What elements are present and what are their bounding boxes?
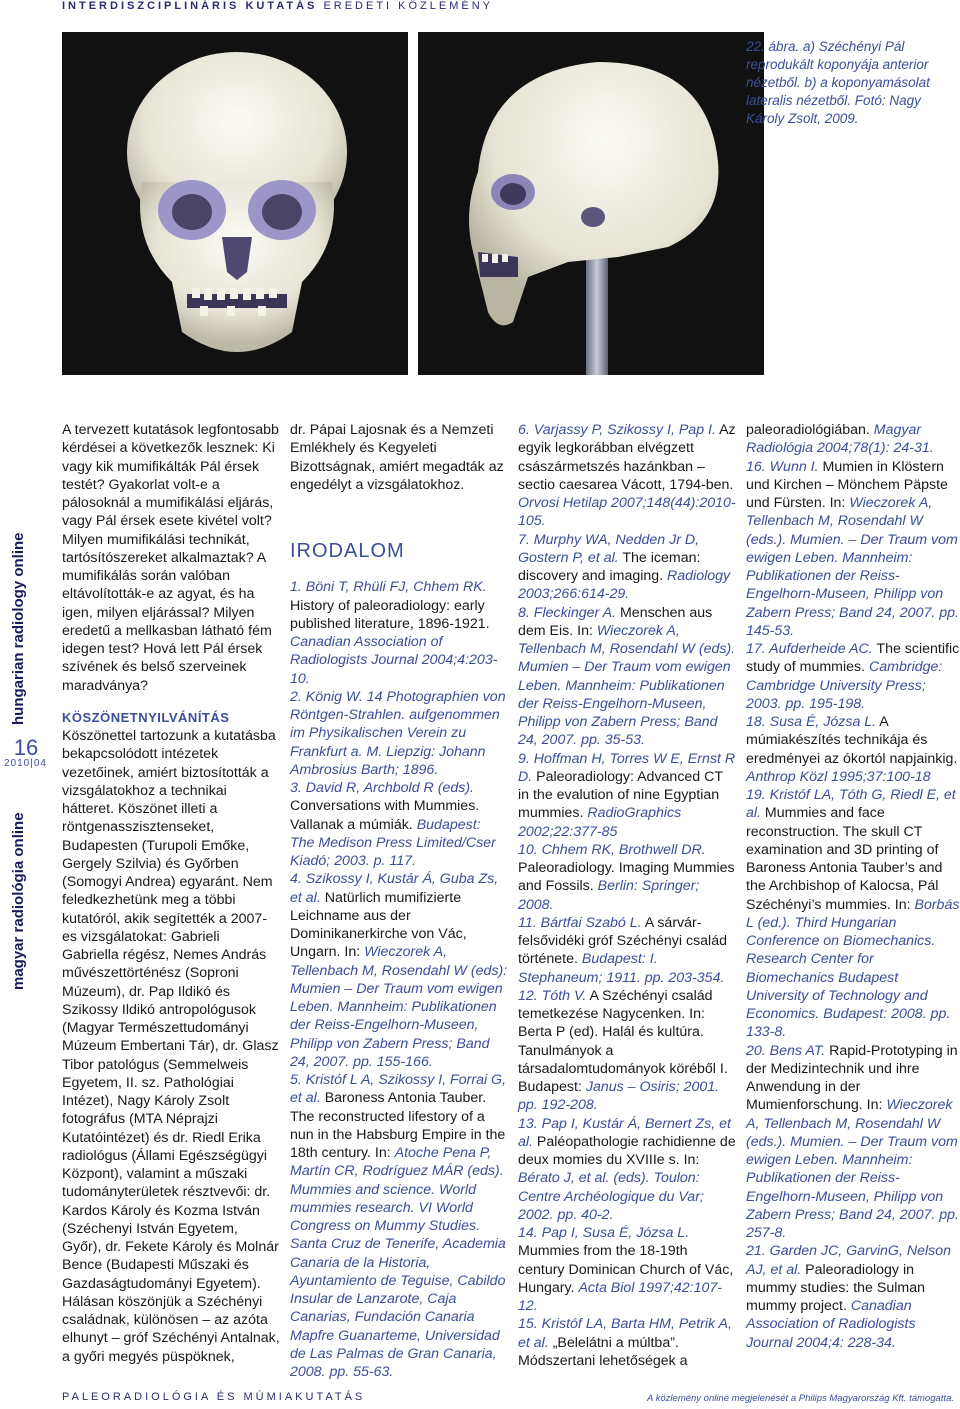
reference-item bbox=[518, 421, 736, 531]
ref-source: Acta Biol 1997;42:107-12. bbox=[518, 1279, 723, 1314]
ref-authors: 13. Pap I, Kustár Á, Bernert Zs, et al. bbox=[518, 1115, 731, 1150]
ref-authors: 18. Susa É, Józsa L. bbox=[746, 714, 877, 730]
reference-item bbox=[518, 841, 736, 914]
column-1 bbox=[62, 421, 280, 1366]
ref-source: Canadian Association of Radiologists Journal 2004;4:203-10. bbox=[290, 634, 498, 687]
ref-authors: 16. Wunn I. bbox=[746, 458, 819, 475]
acknowledgements-text: Köszönettel tartozunk a kutatásba bekapcsolódott intézetek vezetőinek, amiért biztosították a vizsgálatokhoz a technikai hátteret. Köszönet illeti a röntgenasszisztenseket, Budapesten (Turupoli Emőke, Gergely Szilvia) és Győrben (Somogyi Andrea) egyaránt. Nem feledkezhetünk meg a többi kutatóról, akik segítették a 2007-es vizsgálatokat: Gabrieli Gabriella régész, Nemes András művészettörténész (Soproni Múzeum), dr. Pap Ildikó és Szikossy Ildikó antropológusok (Magyar Természettudományi Múzeum Embertani Tár), dr. Glasz Tibor patológus (Semmelweis Egyetem, II. sz. Pathológiai Intézet), Nagy Károly Zsolt fotográfus (MTA Néprajzi Kutatóintézet) és dr. Riedl Erika radiológus (Állami Egészségügyi Központ), valamint a műszaki tudományterületek résztvevői: dr. Kardos Károly és Kozma István (Széchenyi István Egyetem, Győr), dr. Fekete Károly és Molnár Bence (Budapesti Műszaki és Gazdaságtudományi Egyetem). Hálásan köszönjük a Széchényi családnak, különösen – az azóta elhunyt – gróf Széchényi Antalnak, a győri megyés püspöknek, bbox=[62, 728, 280, 1365]
ref-source: Wieczorek A, Tellenbach M, Rosendahl W (eds.). Mumien. – Der Traum vom ewigen Leben. Mannheim: Publikationen der Reiss-Engelhorn-Museen, Philipp von Zabern Press; Band 24, 2007. pp. 257-8. bbox=[746, 1097, 959, 1241]
ref-authors: 9. Hoffman H, Torres W E, Ernst R D. bbox=[518, 750, 736, 785]
ref-title: A múmiakészítés technikája és eredményei az ókortól napjainkig. bbox=[746, 714, 958, 767]
ref-source: Wieczorek A, Tellenbach M, Rosendahl W (eds.). Mumien. – Der Traum vom ewigen Leben. Mannheim: Publikationen der Reiss-Engelhorn-Museen, Philipp von Zabern Press; Band 24, 2007. pp. 145-53. bbox=[746, 495, 959, 639]
ref-authors: 2. König W. 14 Photographien von Röntgen-Strahlen. aufgenommen im Physikalischen Verein zu Frankfurt a. M. Liepzig: Johann Ambrosius Barth; 1896. bbox=[290, 688, 506, 778]
ref-source: Janus – Osiris; 2001. pp. 192-208. bbox=[518, 1079, 720, 1114]
footer-sponsor-note: A közlemény online megjelenését a Philips Magyarország Kft. támogatta. bbox=[647, 1393, 954, 1404]
ref-title: Natürlich mumifizierte Leichname aus der Dominikanerkirche von Vác, Ungarn. In: bbox=[290, 889, 467, 961]
ref-source: RadioGraphics 2002;22:377-85 bbox=[518, 805, 682, 840]
reference-item bbox=[518, 531, 736, 604]
column-2 bbox=[290, 421, 508, 1381]
column-3 bbox=[518, 421, 736, 1370]
ref-authors: 10. Chhem RK, Brothwell DR. bbox=[518, 841, 706, 858]
research-questions: A tervezett kutatások legfontosabb kérdései a következők lesznek: Ki vagy kik mumifikálták Pál érsek testét? Gyakorlat volt-e a pálosoknál a mumifikálási eljárás, vagy Pál érsek esete kivétel volt? Milyen mumifikálási technikát, tartósítószereket alkalmaztak? A mumifikálás során valóban eltávolították-e az agyat, és ha igen, milyen eljárással? Milyen eredetű a mellkasban látható fém idegen test? Hová lett Pál érsek szívének és belső szerveinek maradványa? bbox=[62, 422, 279, 694]
reference-item bbox=[290, 1071, 508, 1381]
ref-title: „Belelátni a múltba”. Módszertani lehetőségek a bbox=[518, 1334, 688, 1369]
ref-authors: 7. Murphy WA, Nedden Jr D, Gostern P, et al. bbox=[518, 531, 700, 566]
acknowledgements-heading: KÖSZÖNETNYILVÁNÍTÁS bbox=[62, 709, 230, 725]
footer-section-title: PALEORADIOLÓGIA ÉS MÚMIAKUTATÁS bbox=[62, 1391, 366, 1403]
ref-title: History of paleoradiology: early published literature, 1896-1921. bbox=[290, 597, 490, 632]
ref-authors: 6. Varjassy P, Szikossy I, Pap I. bbox=[518, 422, 716, 438]
ref-title: Conversations with Mummies. Vallanak a múmiák. bbox=[290, 798, 480, 833]
figure-skull-anterior bbox=[62, 32, 408, 375]
ref-title: The scientific study of mummies. bbox=[746, 641, 960, 676]
ref-title: Menschen aus dem Eis. In: bbox=[518, 604, 713, 639]
ref-source: Berlin: Springer; 2008. bbox=[518, 878, 700, 913]
ref-authors: 11. Bártfai Szabó L. bbox=[518, 914, 642, 931]
reference-item bbox=[518, 604, 736, 750]
ref-source: Budapest: The Medison Press Limited/Cser Kiadó; 2003. p. 117. bbox=[290, 816, 496, 869]
ref-authors: 5. Kristóf L A, Szikossy I, Forrai G, et al. bbox=[290, 1072, 507, 1107]
reference-item bbox=[290, 870, 508, 1071]
ref-title: Mummies from the 18-19th century Dominican Church of Vác, Hungary. bbox=[518, 1243, 734, 1296]
reference-item bbox=[518, 750, 736, 841]
ref-source: Radiology 2003;266:614-29. bbox=[518, 568, 731, 603]
figure-caption: 22. ábra. a) Széchényi Pál reprodukált koponyája anterior nézetből. b) a koponyamásolat lateralis nézetből. Fotó: Nagy Károly Zsolt, 2009. bbox=[746, 39, 930, 126]
ref-source: Atoche Pena P, Martín CR, Rodríguez MÁR (eds). Mummies and science. World mummies research. VI World Congress on Mummy Studies. Santa Cruz de Tenerife, Academia Canaria de la Historia, Ayuntamiento de Teguise, Cabildo Insular de Lanzarote, Caja Canarias, Fundación Canaria Mapfre Guanarteme, Universidad de Las Palmas de Gran Canaria, 2008. pp. 55-63. bbox=[290, 1145, 506, 1380]
ref-title: A sárvár-felsővidéki gróf Széchényi család története. bbox=[518, 914, 727, 968]
reference-item bbox=[746, 713, 960, 786]
acknowledgements-continued: dr. Pápai Lajosnak és a Nemzeti Emlékhely és Kegyeleti Bizottságnak, amiért megadták az engedélyt a vizsgálatokhoz. bbox=[290, 422, 504, 493]
reference-item bbox=[518, 987, 736, 1115]
ref-source: Canadian Association of Radiologists Journal 2004;4: 228-34. bbox=[746, 1298, 916, 1351]
ref-source: Budapest: I. Stephaneum; 1911. pp. 203-354. bbox=[518, 951, 725, 986]
ref-authors: 3. David R, Archbold R (eds). bbox=[290, 780, 474, 796]
ref-title: Az egyik legkorábban elvégzett császármetszés hazánkban –sectio caesarea Vácott, 1794-ben. bbox=[518, 422, 736, 493]
ref-source: Wieczorek A, Tellenbach M, Rosendahl W (eds): Mumien – Der Traum vom ewigen Leben. Mannheim: Publikationen der Reiss-Engelhorn-Museen, Philipp von Zabern Press; Band 24, 2007. pp. 155-166. bbox=[290, 944, 508, 1070]
ref-title: Rapid-Prototyping in der Medizintechnik und ihre Anwendung in der Mumienforschung. In: bbox=[746, 1042, 958, 1114]
ref-title: Paleoradiology: Advanced CT in the evalution of nine Egyptian mummies. bbox=[518, 768, 723, 822]
reference-item bbox=[290, 779, 508, 870]
ref-title: Mumien in Klöstern und Kirchen – Mönchem Päpste und Fürsten. In: bbox=[746, 458, 948, 511]
skull-anterior-image bbox=[62, 32, 408, 375]
reference-item bbox=[746, 1042, 960, 1243]
ref-authors: 21. Garden JC, GarvinG, Nelson AJ, et al. bbox=[746, 1243, 952, 1278]
reference-item bbox=[746, 786, 960, 1042]
references-heading: IRODALOM bbox=[290, 540, 405, 562]
column-4 bbox=[746, 421, 960, 1352]
reference-item bbox=[518, 914, 736, 987]
reference-list-col4 bbox=[746, 458, 960, 1352]
ref-authors: 19. Kristóf LA, Tóth G, Riedl E, et al. bbox=[746, 787, 956, 822]
reference-item bbox=[746, 458, 960, 641]
reference-continued bbox=[746, 421, 960, 458]
header-article-type: EREDETI KÖZLEMÉNY bbox=[323, 0, 494, 12]
ref-source: Anthrop Közl 1995;37:100-18 bbox=[746, 768, 931, 785]
ref-authors: 17. Aufderheide AC. bbox=[746, 641, 873, 657]
ref-title: Baroness Antonia Tauber. The reconstructed lifestory of a nun in the Habsburg Empire in the 18th century. In: bbox=[290, 1090, 506, 1161]
page-header bbox=[62, 0, 493, 18]
ref-source: Bérato J, et al. (eds). Toulon: Centre Archéologique du Var; 2002. pp. 40-2. bbox=[518, 1170, 704, 1223]
journal-name-en: hungarian radiology online bbox=[10, 532, 27, 725]
ref-source: Magyar Radiológia 2004;78(1): 24-31. bbox=[746, 422, 934, 457]
ref-authors: 14. Pap I, Susa É, Józsa L. bbox=[518, 1225, 690, 1241]
ref-plain: paleoradiológiában. bbox=[746, 422, 874, 438]
journal-name-hu: magyar radiológia online bbox=[10, 812, 27, 990]
ref-title: A Széchényi család temetkezése Nagycenken. In: Berta P (ed). Halál és kultúra. Tanulmányok a társadalomtudományok köréből I. Budapest: bbox=[518, 987, 728, 1095]
ref-title: Paleoradiology. Imaging Mummies and Fossils. bbox=[518, 860, 735, 895]
reference-item bbox=[746, 640, 960, 713]
ref-source: Borbás L (ed.). Third Hungarian Conference on Biomechanics. Research Center for Biomechanics Budapest University of Technology and Economics. Budapest: 2008. pp. 133-8. bbox=[746, 896, 960, 1041]
ref-title: Mummies and face reconstruction. The skull CT examination and 3D printing of Baroness Antonia Tauber’s and the Archbishop of Kalocsa, Pál Széchényi’s mummies. In: bbox=[746, 805, 943, 913]
reference-item bbox=[518, 1224, 736, 1315]
figure-skull-lateral bbox=[418, 32, 764, 375]
skull-lateral-image bbox=[418, 32, 764, 375]
ref-authors: 4. Szikossy I, Kustár Á, Guba Zs, et al. bbox=[290, 871, 499, 906]
ref-authors: 8. Fleckinger A. bbox=[518, 604, 617, 621]
ref-authors: 20. Bens AT. bbox=[746, 1042, 826, 1059]
reference-list-col3 bbox=[518, 421, 736, 1370]
ref-source: Cambridge: Cambridge University Press; 2003. pp. 195-198. bbox=[746, 659, 943, 712]
ref-source: Wieczorek A, Tellenbach M, Rosendahl W (eds). Mumien – Der Traum vom ewigen Leben. Mannheim: Publikationen der Reiss-Engelhorn-Museen, Philipp von Zabern Press; Band 24, 2007. pp. 35-53. bbox=[518, 622, 736, 749]
reference-item bbox=[518, 1315, 736, 1370]
ref-title: The iceman: discovery and imaging. bbox=[518, 549, 701, 584]
reference-list-col2 bbox=[290, 578, 508, 1381]
reference-item bbox=[518, 1115, 736, 1225]
ref-authors: 12. Tóth V. bbox=[518, 987, 587, 1004]
ref-authors: 1. Böni T, Rhüli FJ, Chhem RK. bbox=[290, 579, 487, 596]
issue-number: 2010|04 bbox=[4, 758, 47, 769]
reference-item bbox=[290, 578, 508, 688]
header-section: INTERDISZCIPLINÁRIS KUTATÁS bbox=[62, 0, 318, 12]
ref-authors: 15. Kristóf LA, Barta HM, Petrik A, et al. bbox=[518, 1316, 732, 1351]
page-number: 16 bbox=[13, 735, 39, 760]
reference-item bbox=[290, 688, 508, 779]
reference-item bbox=[746, 1242, 960, 1352]
ref-title: Paléopathologie rachidienne de deux momies du XVIIIe s. In: bbox=[518, 1133, 736, 1168]
ref-source: Orvosi Hetilap 2007;148(44):2010-105. bbox=[518, 495, 736, 530]
ref-title: Paleoradiology in mummy studies: the Sulman mummy project. bbox=[746, 1261, 925, 1314]
